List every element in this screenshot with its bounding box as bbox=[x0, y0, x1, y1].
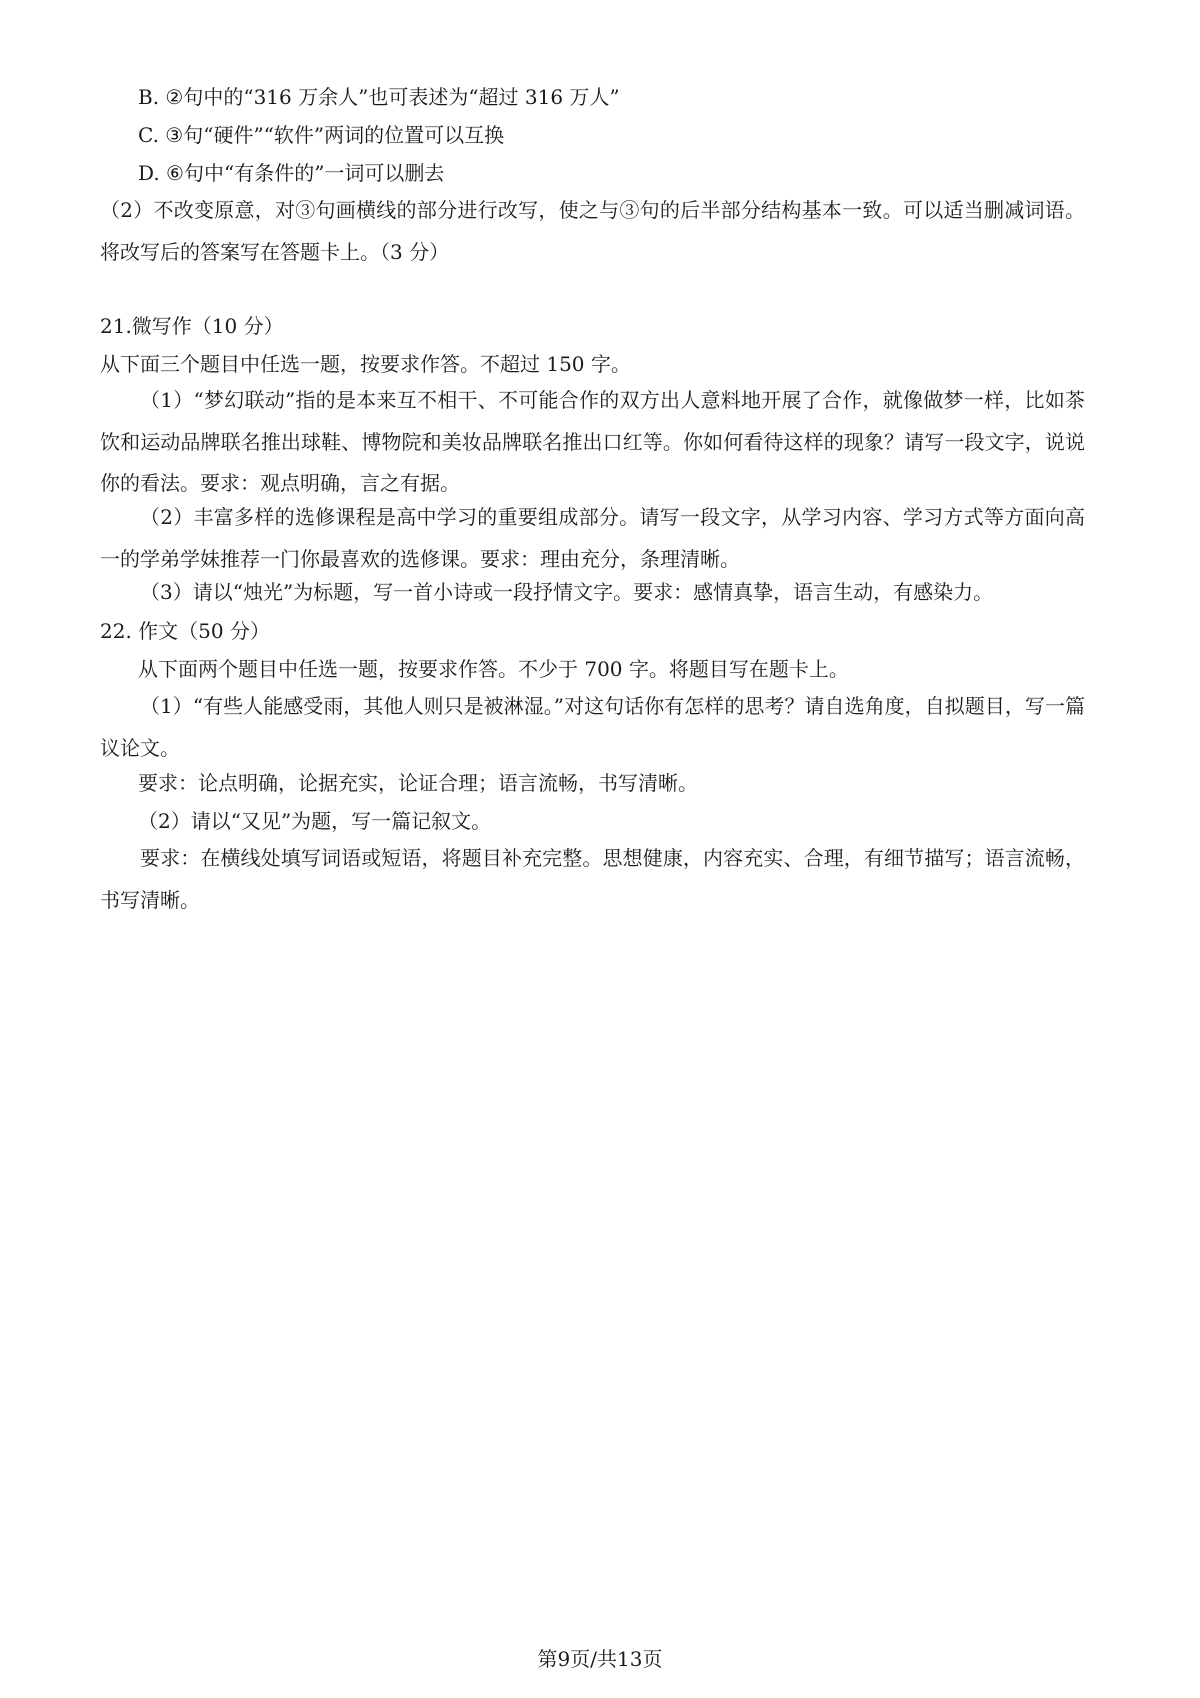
q21-prompt-2: （2）丰富多样的选修课程是高中学习的重要组成部分。请写一段文字，从学习内容、学习方式等方面向高一的学弟学妹推荐一门你最喜欢的选修课。要求：理由充分，条理清晰。 bbox=[100, 505, 1085, 571]
q21-prompt-3: （3）请以“烛光”为标题，写一首小诗或一段抒情文字。要求：感情真挚，语言生动，有感染力。 bbox=[140, 580, 994, 604]
page-number: 第9页/共13页 bbox=[537, 1647, 663, 1671]
q21-prompt-1: （1）“梦幻联动”指的是本来互不相干、不可能合作的双方出人意料地开展了合作，就像做梦一样，比如茶饮和运动品牌联名推出球鞋、博物院和美妆品牌联名推出口红等。你如何看待这样的现象？请写一段文字，说说你的看法。要求：观点明确，言之有据。 bbox=[100, 388, 1085, 495]
q22-requirement-2: 要求：在横线处填写词语或短语，将题目补充完整。思想健康，内容充实、合理，有细节描写；语言流畅，书写清晰。 bbox=[100, 846, 1085, 912]
q20-option-c: C. ③句“硬件”“软件”两词的位置可以互换 bbox=[138, 123, 505, 147]
q22-prompt-2: （2）请以“又见”为题，写一篇记叙文。 bbox=[138, 809, 492, 833]
q22-requirement-1: 要求：论点明确，论据充实，论证合理；语言流畅，书写清晰。 bbox=[138, 771, 698, 795]
q22-instruction: 从下面两个题目中任选一题，按要求作答。不少于 700 字。将题目写在题卡上。 bbox=[138, 657, 849, 681]
q22-prompt-1: （1）“有些人能感受雨，其他人则只是被淋湿。”对这句话你有怎样的思考？请自选角度，自拟题目，写一篇议论文。 bbox=[100, 694, 1085, 760]
q20-part2: （2）不改变原意，对③句画横线的部分进行改写，使之与③句的后半部分结构基本一致。可以适当删减词语。将改写后的答案写在答题卡上。（3 分） bbox=[100, 198, 1085, 264]
q21-instruction: 从下面三个题目中任选一题，按要求作答。不超过 150 字。 bbox=[100, 352, 631, 376]
q20-option-b: B. ②句中的“316 万余人”也可表述为“超过 316 万人” bbox=[138, 85, 620, 109]
q20-option-d: D. ⑥句中“有条件的”一词可以删去 bbox=[138, 161, 445, 185]
q21-heading: 21.微写作（10 分） bbox=[100, 314, 284, 338]
q22-heading: 22. 作文（50 分） bbox=[100, 619, 270, 643]
